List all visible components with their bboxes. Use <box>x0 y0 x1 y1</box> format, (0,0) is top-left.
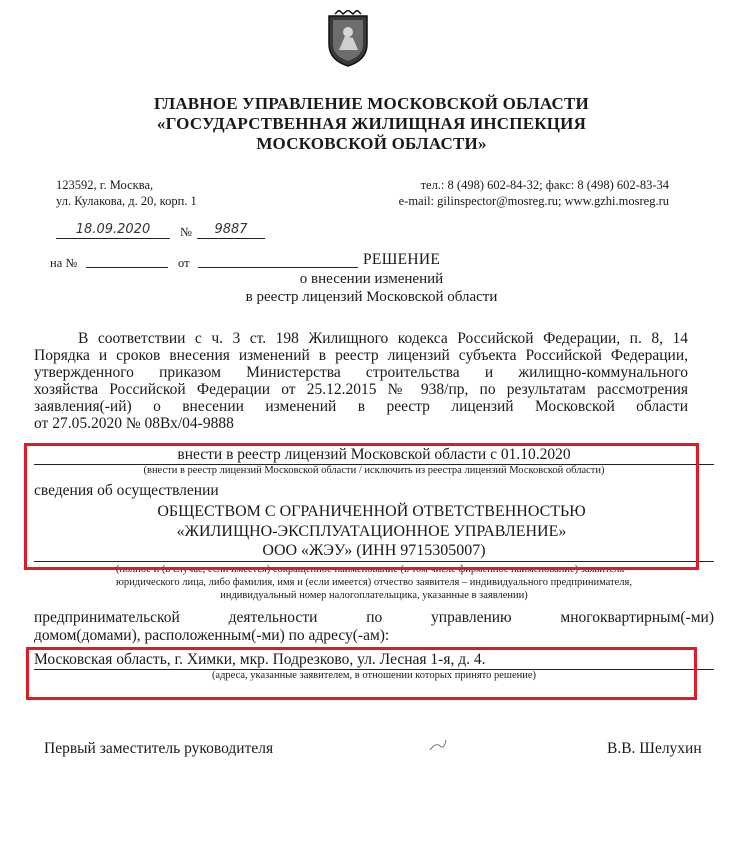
org-contacts-line1: тел.: 8 (498) 602-84-32; факс: 8 (498) 602-83-34 <box>420 178 669 192</box>
company-line2: «ЖИЛИЩНО-ЭКСПЛУАТАЦИОННОЕ УПРАВЛЕНИЕ» <box>176 523 567 540</box>
managed-address-caption: (адреса, указанные заявителем, в отношении которых принято решение) <box>211 670 537 681</box>
org-address-line2: ул. Кулакова, д. 20, корп. 1 <box>56 194 197 208</box>
body-line5: заявления(-ий) о внесении изменений в реестр лицензий Московской области <box>34 398 688 415</box>
decision-subtitle2: в реестр лицензий Московской области <box>245 289 498 305</box>
org-contacts-line2: e-mail: gilinspector@mosreg.ru; www.gzhi.mosreg.ru <box>398 194 669 208</box>
signatory-name: В.В. Шелухин <box>607 740 702 757</box>
body-line3: утвержденного приказом Министерства строительства и жилищно-коммунального <box>34 364 688 381</box>
entry-action: внести в реестр лицензий Московской области с 01.10.2020 <box>34 446 714 465</box>
activity-line1: предпринимательской деятельности по управлению многоквартирным(-ми) <box>34 609 714 626</box>
activity-line2: домом(домами), расположенным(-ми) по адресу(-ам): <box>34 627 390 644</box>
company-line3: ООО «ЖЭУ» (ИНН 9715305007) <box>34 542 714 562</box>
signatory-position: Первый заместитель руководителя <box>44 740 274 757</box>
org-title-line3: МОСКОВСКОЙ ОБЛАСТИ» <box>256 134 487 153</box>
ref-number-label: на № <box>50 256 78 270</box>
entry-info-label: сведения об осуществлении <box>34 482 219 499</box>
moscow-region-emblem <box>325 10 371 68</box>
body-line4: хозяйства Российской Федерации от 25.12.2015 № 938/пр, по результатам рассмотрения <box>34 381 688 398</box>
company-caption2: юридического лица, либо фамилия, имя и (если имеется) отчество заявителя – индивидуального предпринимателя, <box>116 577 632 588</box>
reg-number-label: № <box>180 225 192 239</box>
highlight-box-company <box>24 443 699 570</box>
signature-mark <box>428 738 448 752</box>
managed-address: Московская область, г. Химки, мкр. Подрезково, ул. Лесная 1-я, д. 4. <box>34 651 714 670</box>
entry-action-caption: (внести в реестр лицензий Московской области / исключить из реестра лицензий Московской области) <box>143 465 605 476</box>
org-title-line1: ГЛАВНОЕ УПРАВЛЕНИЕ МОСКОВСКОЙ ОБЛАСТИ <box>154 94 589 113</box>
body-line1: В соответствии с ч. 3 ст. 198 Жилищного кодекса Российской Федерации, п. 8, 14 <box>78 330 688 347</box>
reg-number: 9887 <box>197 222 265 239</box>
company-caption1: (полное и (в случае, если имеется) сокращенное наименование (в том числе фирменное наименование) заявителя – <box>115 564 633 575</box>
org-address-line1: 123592, г. Москва, <box>56 178 154 192</box>
company-caption3: индивидуальный номер налогоплательщика, указанные в заявлении) <box>220 590 528 601</box>
ref-number-field <box>86 266 168 268</box>
body-line2: Порядка и сроков внесения изменений в реестр лицензий субъекта Российской Федерации, <box>34 347 688 364</box>
reg-date: 18.09.2020 <box>56 222 170 239</box>
decision-subtitle1: о внесении изменений <box>299 271 444 287</box>
body-line6: от 27.05.2020 № 08Вх/04-9888 <box>34 415 234 432</box>
decision-title: РЕШЕНИЕ <box>363 251 441 268</box>
company-line1: ОБЩЕСТВОМ С ОГРАНИЧЕННОЙ ОТВЕТСТВЕННОСТЬЮ <box>157 503 586 520</box>
org-title-line2: «ГОСУДАРСТВЕННАЯ ЖИЛИЩНАЯ ИНСПЕКЦИЯ <box>156 114 587 133</box>
ref-date-field <box>198 266 358 268</box>
ref-date-label: от <box>178 256 190 270</box>
highlight-box-address <box>26 647 697 700</box>
